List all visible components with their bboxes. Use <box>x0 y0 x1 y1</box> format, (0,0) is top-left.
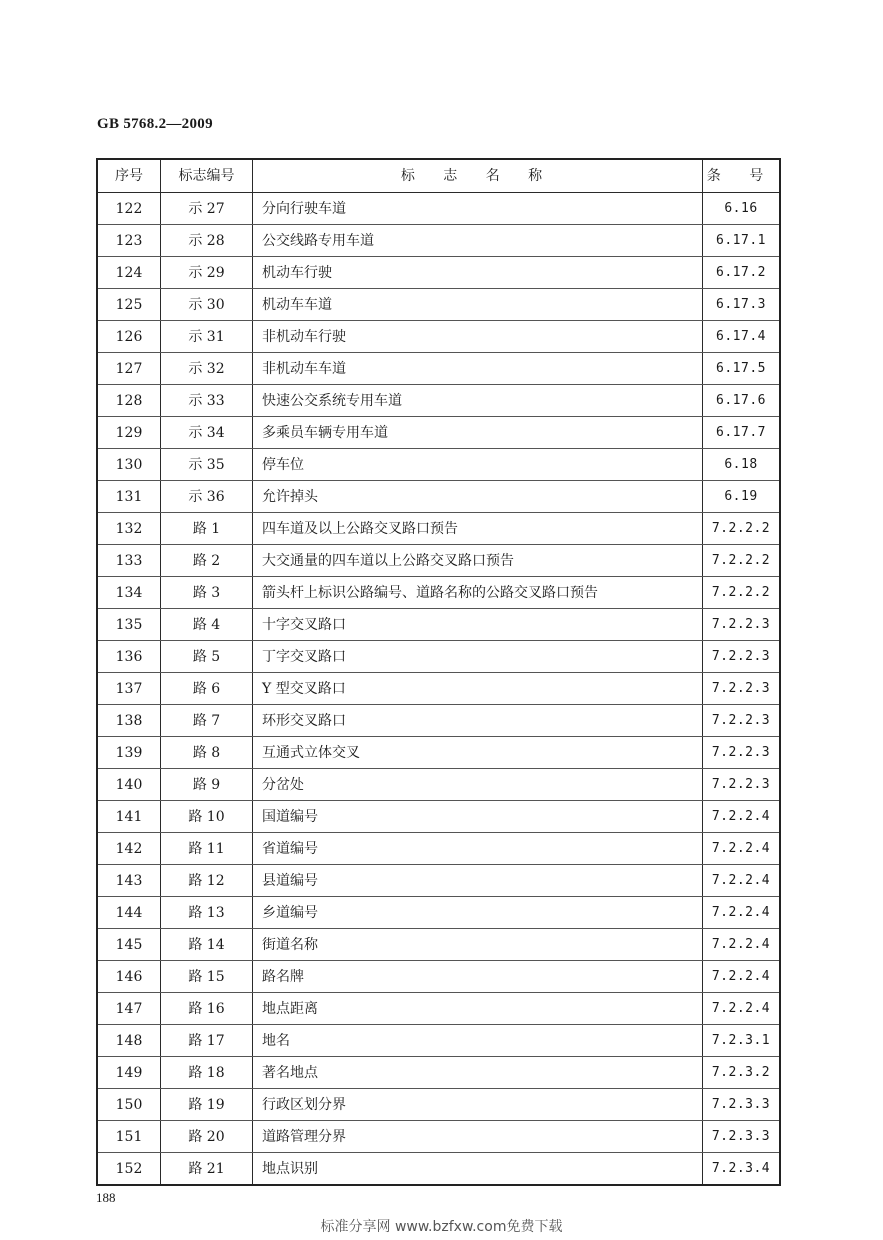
table-row <box>97 353 780 385</box>
table-row <box>97 577 780 609</box>
row-code: 路 4 <box>161 609 253 641</box>
row-seq: 135 <box>97 609 161 641</box>
row-seq: 148 <box>97 1025 161 1057</box>
row-seq: 127 <box>97 353 161 385</box>
table-row <box>97 257 780 289</box>
row-name: 允许掉头 <box>253 481 703 513</box>
row-code: 路 13 <box>161 897 253 929</box>
row-name: Y 型交叉路口 <box>253 673 703 705</box>
row-seq: 125 <box>97 289 161 321</box>
row-clause: 6.17.1 <box>703 225 781 257</box>
row-seq: 139 <box>97 737 161 769</box>
table-row <box>97 321 780 353</box>
table-row <box>97 929 780 961</box>
row-clause: 6.17.3 <box>703 289 781 321</box>
table-row <box>97 673 780 705</box>
row-name: 行政区划分界 <box>253 1089 703 1121</box>
sign-index-table <box>96 158 781 1186</box>
row-code: 路 5 <box>161 641 253 673</box>
row-name: 街道名称 <box>253 929 703 961</box>
row-seq: 122 <box>97 193 161 225</box>
row-clause: 7.2.2.4 <box>703 897 781 929</box>
row-clause: 7.2.2.4 <box>703 833 781 865</box>
row-seq: 130 <box>97 449 161 481</box>
row-clause: 7.2.3.2 <box>703 1057 781 1089</box>
row-name: 十字交叉路口 <box>253 609 703 641</box>
row-seq: 144 <box>97 897 161 929</box>
row-clause: 7.2.3.3 <box>703 1121 781 1153</box>
table-row <box>97 801 780 833</box>
page-number: 188 <box>96 1190 116 1205</box>
row-seq: 131 <box>97 481 161 513</box>
row-code: 示 32 <box>161 353 253 385</box>
row-code: 路 10 <box>161 801 253 833</box>
row-name: 停车位 <box>253 449 703 481</box>
row-clause: 6.16 <box>703 193 781 225</box>
row-name: 快速公交系统专用车道 <box>253 385 703 417</box>
table-body <box>97 193 780 1186</box>
row-name: 非机动车行驶 <box>253 321 703 353</box>
row-code: 路 17 <box>161 1025 253 1057</box>
row-clause: 7.2.2.4 <box>703 961 781 993</box>
row-clause: 7.2.2.4 <box>703 993 781 1025</box>
table-row <box>97 961 780 993</box>
row-code: 路 15 <box>161 961 253 993</box>
table-row <box>97 897 780 929</box>
row-code: 路 19 <box>161 1089 253 1121</box>
table-row <box>97 417 780 449</box>
row-clause: 7.2.3.4 <box>703 1153 781 1186</box>
table-row <box>97 481 780 513</box>
row-code: 示 30 <box>161 289 253 321</box>
header-name: 标 志 名 称 <box>253 159 703 193</box>
row-seq: 149 <box>97 1057 161 1089</box>
row-clause: 6.19 <box>703 481 781 513</box>
row-clause: 7.2.2.3 <box>703 673 781 705</box>
row-clause: 7.2.2.3 <box>703 609 781 641</box>
table-row <box>97 993 780 1025</box>
row-seq: 138 <box>97 705 161 737</box>
row-seq: 143 <box>97 865 161 897</box>
table-row <box>97 385 780 417</box>
table-row <box>97 705 780 737</box>
row-code: 路 20 <box>161 1121 253 1153</box>
table-row <box>97 609 780 641</box>
table-row <box>97 513 780 545</box>
row-seq: 142 <box>97 833 161 865</box>
row-clause: 6.17.6 <box>703 385 781 417</box>
table-row <box>97 289 780 321</box>
row-clause: 7.2.2.3 <box>703 769 781 801</box>
row-seq: 146 <box>97 961 161 993</box>
row-name: 机动车行驶 <box>253 257 703 289</box>
row-clause: 7.2.2.2 <box>703 577 781 609</box>
row-name: 著名地点 <box>253 1057 703 1089</box>
row-clause: 6.17.2 <box>703 257 781 289</box>
row-code: 路 2 <box>161 545 253 577</box>
row-name: 道路管理分界 <box>253 1121 703 1153</box>
row-seq: 124 <box>97 257 161 289</box>
row-code: 路 7 <box>161 705 253 737</box>
row-code: 路 14 <box>161 929 253 961</box>
row-clause: 6.17.5 <box>703 353 781 385</box>
row-clause: 7.2.3.1 <box>703 1025 781 1057</box>
row-name: 乡道编号 <box>253 897 703 929</box>
table-row <box>97 865 780 897</box>
table-header-row <box>97 159 780 193</box>
row-clause: 7.2.2.3 <box>703 705 781 737</box>
row-name: 公交线路专用车道 <box>253 225 703 257</box>
row-name: 地名 <box>253 1025 703 1057</box>
table-row <box>97 1121 780 1153</box>
row-name: 省道编号 <box>253 833 703 865</box>
table-row <box>97 769 780 801</box>
row-name: 四车道及以上公路交叉路口预告 <box>253 513 703 545</box>
row-code: 示 33 <box>161 385 253 417</box>
row-name: 环形交叉路口 <box>253 705 703 737</box>
row-name: 县道编号 <box>253 865 703 897</box>
table-row <box>97 225 780 257</box>
row-seq: 152 <box>97 1153 161 1186</box>
row-seq: 150 <box>97 1089 161 1121</box>
row-code: 示 27 <box>161 193 253 225</box>
table-row <box>97 1025 780 1057</box>
row-code: 示 35 <box>161 449 253 481</box>
row-clause: 7.2.2.4 <box>703 929 781 961</box>
row-seq: 123 <box>97 225 161 257</box>
row-seq: 136 <box>97 641 161 673</box>
row-code: 路 1 <box>161 513 253 545</box>
row-code: 路 21 <box>161 1153 253 1186</box>
table-row <box>97 1057 780 1089</box>
row-name: 分岔处 <box>253 769 703 801</box>
table-row <box>97 1089 780 1121</box>
row-code: 路 18 <box>161 1057 253 1089</box>
row-code: 示 29 <box>161 257 253 289</box>
row-seq: 134 <box>97 577 161 609</box>
row-seq: 137 <box>97 673 161 705</box>
row-name: 互通式立体交叉 <box>253 737 703 769</box>
table-row <box>97 193 780 225</box>
row-code: 路 11 <box>161 833 253 865</box>
row-clause: 7.2.2.4 <box>703 801 781 833</box>
row-seq: 147 <box>97 993 161 1025</box>
row-clause: 6.17.4 <box>703 321 781 353</box>
row-code: 示 28 <box>161 225 253 257</box>
row-seq: 132 <box>97 513 161 545</box>
row-seq: 129 <box>97 417 161 449</box>
row-name: 箭头杆上标识公路编号、道路名称的公路交叉路口预告 <box>253 577 703 609</box>
table-row <box>97 1153 780 1186</box>
header-code: 标志编号 <box>161 159 253 193</box>
row-clause: 6.17.7 <box>703 417 781 449</box>
row-code: 路 9 <box>161 769 253 801</box>
table-row <box>97 737 780 769</box>
row-clause: 7.2.2.3 <box>703 737 781 769</box>
row-code: 示 34 <box>161 417 253 449</box>
row-name: 非机动车车道 <box>253 353 703 385</box>
row-clause: 6.18 <box>703 449 781 481</box>
row-name: 多乘员车辆专用车道 <box>253 417 703 449</box>
row-seq: 151 <box>97 1121 161 1153</box>
row-code: 路 6 <box>161 673 253 705</box>
row-code: 路 3 <box>161 577 253 609</box>
standard-code: GB 5768.2—2009 <box>97 116 213 132</box>
row-name: 地点识别 <box>253 1153 703 1186</box>
row-name: 大交通量的四车道以上公路交叉路口预告 <box>253 545 703 577</box>
row-code: 示 31 <box>161 321 253 353</box>
row-clause: 7.2.2.2 <box>703 513 781 545</box>
row-clause: 7.2.2.2 <box>703 545 781 577</box>
row-seq: 126 <box>97 321 161 353</box>
row-name: 国道编号 <box>253 801 703 833</box>
header-clause: 条 号 <box>703 159 781 193</box>
row-clause: 7.2.2.4 <box>703 865 781 897</box>
row-code: 路 16 <box>161 993 253 1025</box>
row-code: 示 36 <box>161 481 253 513</box>
table-row <box>97 833 780 865</box>
row-seq: 128 <box>97 385 161 417</box>
row-name: 机动车车道 <box>253 289 703 321</box>
row-code: 路 12 <box>161 865 253 897</box>
row-name: 分向行驶车道 <box>253 193 703 225</box>
table-row <box>97 641 780 673</box>
row-clause: 7.2.3.3 <box>703 1089 781 1121</box>
row-name: 丁字交叉路口 <box>253 641 703 673</box>
row-seq: 140 <box>97 769 161 801</box>
row-name: 路名牌 <box>253 961 703 993</box>
header-seq: 序号 <box>97 159 161 193</box>
table-row <box>97 545 780 577</box>
row-name: 地点距离 <box>253 993 703 1025</box>
watermark-text: 标准分享网 www.bzfxw.com免费下载 <box>320 1219 563 1235</box>
row-seq: 133 <box>97 545 161 577</box>
row-seq: 145 <box>97 929 161 961</box>
row-seq: 141 <box>97 801 161 833</box>
row-code: 路 8 <box>161 737 253 769</box>
row-clause: 7.2.2.3 <box>703 641 781 673</box>
table-row <box>97 449 780 481</box>
